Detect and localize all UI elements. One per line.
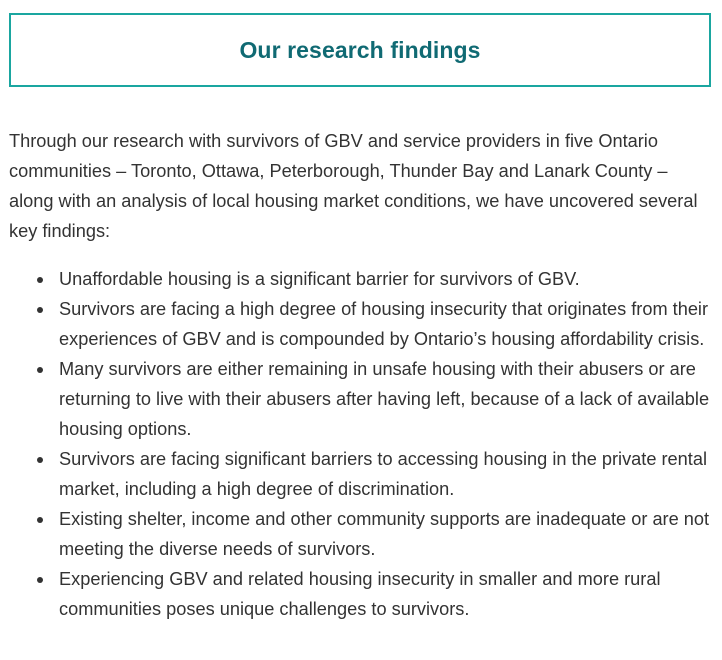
finding-text: Unaffordable housing is a significant barrier for survivors of GBV. (59, 269, 580, 289)
intro-paragraph: Through our research with survivors of GBV and service providers in five Ontario communities – Toronto, Ottawa, Peterborough, Thunder Bay and Lanark County – along with an analysis of local housing market conditions, we have uncovered several key findings: (9, 131, 698, 241)
page-title: Our research findings (239, 36, 481, 63)
list-item (9, 354, 714, 444)
section-header (9, 13, 711, 87)
list-item (9, 444, 714, 504)
bullet-icon (37, 517, 43, 523)
finding-text: Experiencing GBV and related housing insecurity in smaller and more rural communities poses unique challenges to survivors. (59, 569, 661, 619)
bullet-icon (37, 577, 43, 583)
bullet-icon (37, 277, 43, 283)
bullet-icon (37, 307, 43, 313)
list-item (9, 264, 714, 294)
finding-text: Survivors are facing significant barriers to accessing housing in the private rental market, including a high degree of discrimination. (59, 449, 708, 499)
bullet-icon (37, 367, 43, 373)
list-item (9, 504, 714, 564)
finding-text: Survivors are facing a high degree of housing insecurity that originates from their experiences of GBV and is compounded by Ontario’s housing affordability crisis. (59, 299, 709, 349)
bullet-icon (37, 457, 43, 463)
finding-text: Existing shelter, income and other community supports are inadequate or are not meeting the diverse needs of survivors. (59, 509, 710, 559)
finding-text: Many survivors are either remaining in unsafe housing with their abusers or are returning to live with their abusers after having left, because of a lack of available housing options. (59, 359, 710, 439)
findings-list (9, 264, 714, 624)
list-item (9, 564, 714, 624)
list-item (9, 294, 714, 354)
